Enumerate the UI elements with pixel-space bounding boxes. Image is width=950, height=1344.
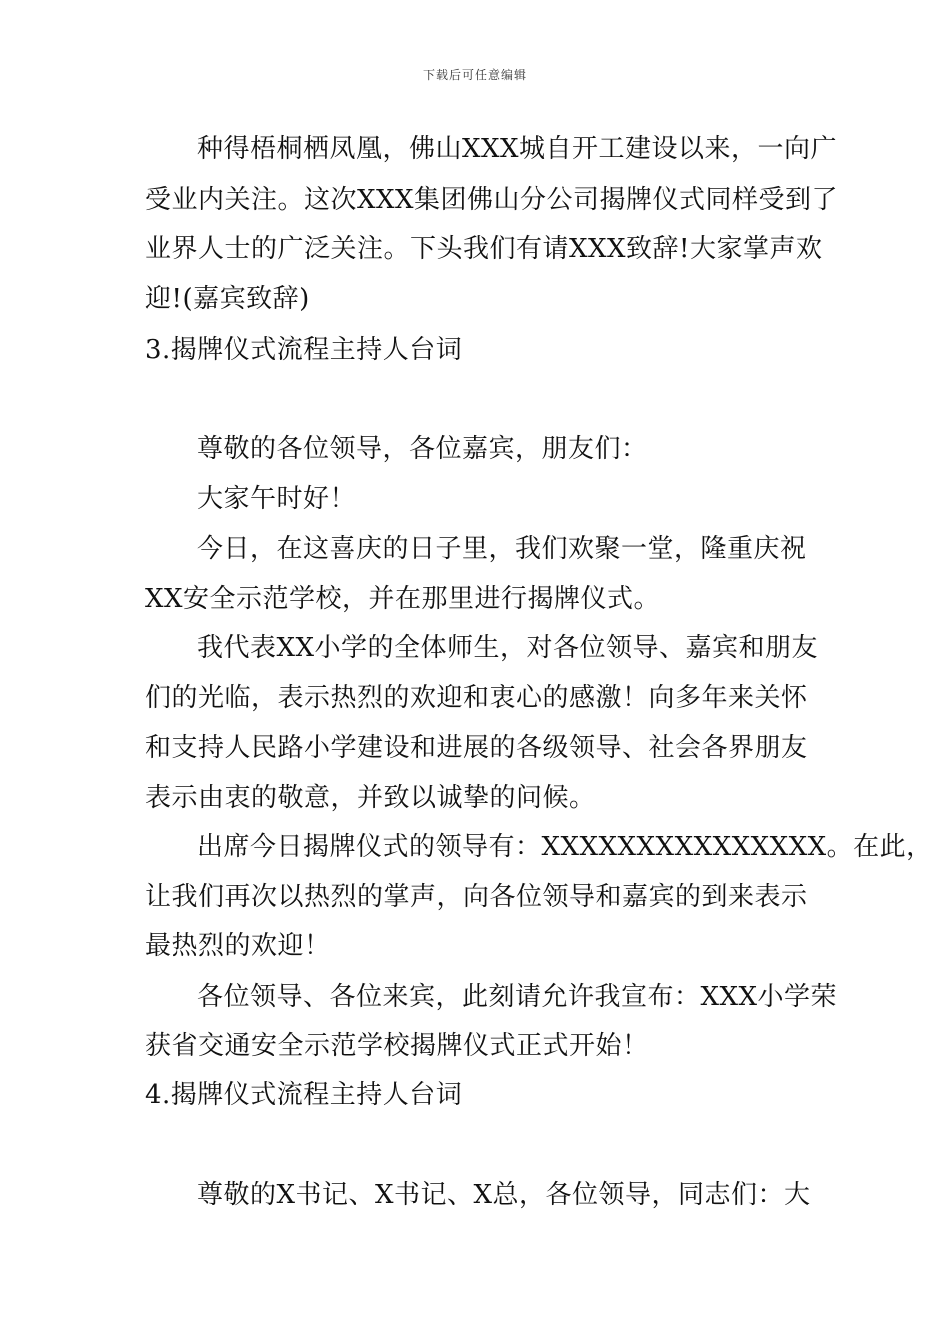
paragraph-line: 业界人士的广泛关注。下头我们有请XXX致辞!大家掌声欢 bbox=[145, 234, 823, 264]
section-heading: 4.揭牌仪式流程主持人台词 bbox=[145, 1080, 463, 1110]
paragraph-line: XX安全示范学校，并在那里进行揭牌仪式。 bbox=[145, 584, 661, 614]
paragraph-line: 和支持人民路小学建设和进展的各级领导、社会各界朋友 bbox=[145, 733, 808, 763]
paragraph-line: 各位领导、各位来宾，此刻请允许我宣布：XXX小学荣 bbox=[197, 982, 838, 1012]
paragraph-line: 迎!(嘉宾致辞) bbox=[145, 284, 310, 314]
paragraph-line: 尊敬的各位领导，各位嘉宾，朋友们： bbox=[197, 434, 648, 464]
section-heading: 3.揭牌仪式流程主持人台词 bbox=[145, 335, 463, 365]
paragraph-line: 出席今日揭牌仪式的领导有：XXXXXXXXXXXXXXX。在此， bbox=[197, 832, 933, 862]
paragraph-line: 表示由衷的敬意，并致以诚挚的问候。 bbox=[145, 783, 596, 813]
paragraph-line: 们的光临，表示热烈的欢迎和衷心的感激！向多年来关怀 bbox=[145, 683, 808, 713]
paragraph-line: 受业内关注。这次XXX集团佛山分公司揭牌仪式同样受到了 bbox=[145, 185, 839, 215]
paragraph-line: 我代表XX小学的全体师生，对各位领导、嘉宾和朋友 bbox=[197, 633, 819, 663]
paragraph-line: 尊敬的X书记、X书记、X总，各位领导，同志们：大 bbox=[197, 1180, 811, 1210]
paragraph-line: 大家午时好！ bbox=[197, 484, 357, 514]
header-note: 下载后可任意编辑 bbox=[422, 68, 527, 82]
paragraph-line: 种得梧桐栖凤凰，佛山XXX城自开工建设以来，一向广 bbox=[197, 134, 838, 164]
paragraph-line: 让我们再次以热烈的掌声，向各位领导和嘉宾的到来表示 bbox=[145, 882, 808, 912]
paragraph-line: 最热烈的欢迎！ bbox=[145, 931, 331, 961]
paragraph-line: 获省交通安全示范学校揭牌仪式正式开始！ bbox=[145, 1031, 649, 1061]
paragraph-line: 今日，在这喜庆的日子里，我们欢聚一堂，隆重庆祝 bbox=[197, 534, 807, 564]
